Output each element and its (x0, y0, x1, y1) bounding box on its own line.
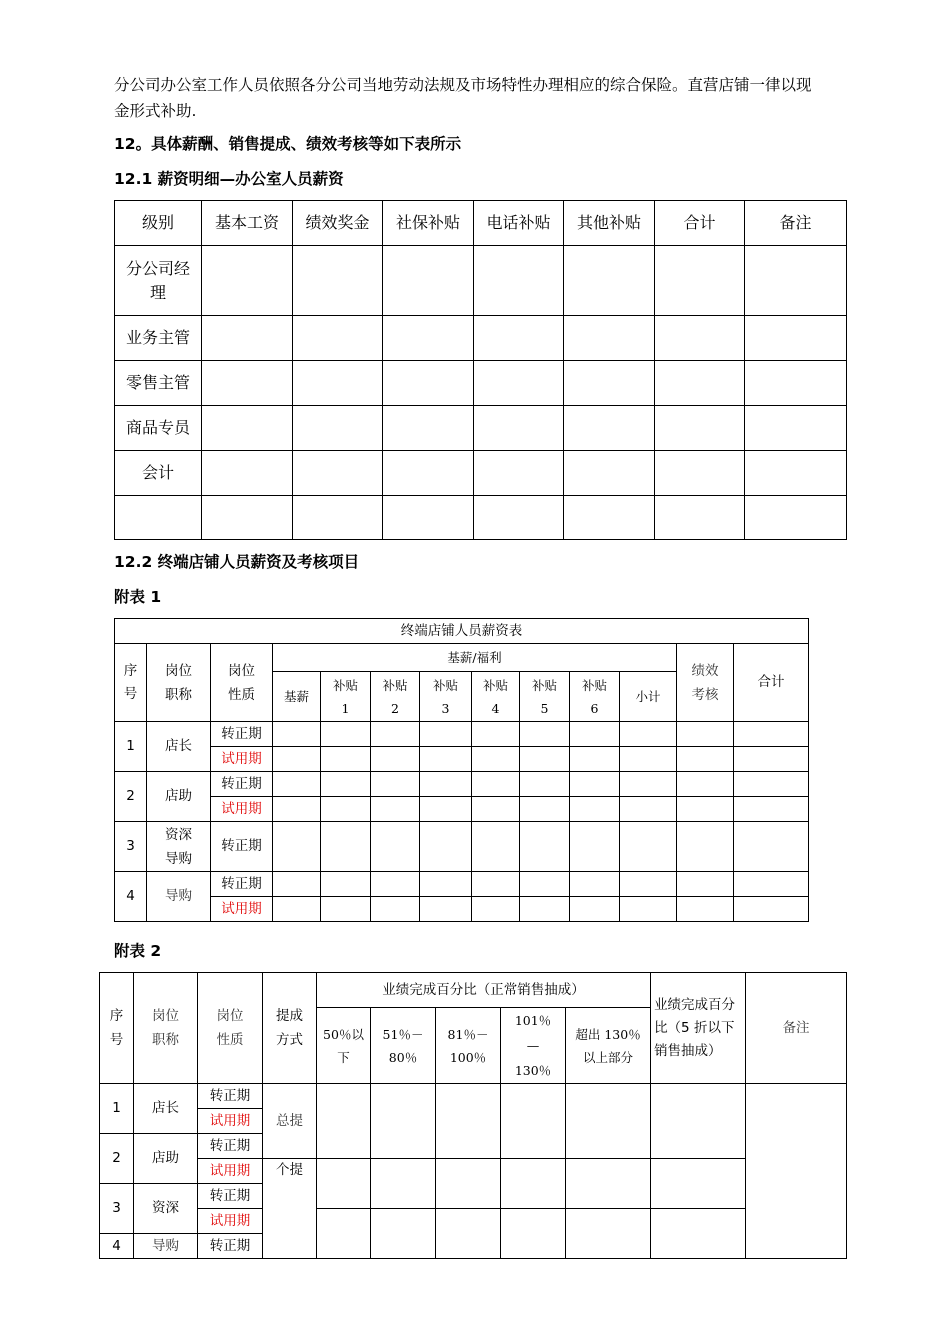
row-label: 会计 (115, 451, 202, 496)
row-label (115, 496, 202, 540)
row-seq: 1 (115, 722, 147, 772)
table-row (100, 1159, 847, 1184)
col-post: 岗位职称 (134, 973, 198, 1084)
row-nature: 转正期 (198, 1134, 263, 1159)
method-individual: 个提 (263, 1159, 317, 1259)
col-subtotal: 小计 (620, 672, 677, 722)
range-above-130: 超出 130％以上部分 (566, 1008, 651, 1084)
row-seq: 2 (115, 772, 147, 822)
table-row (115, 406, 847, 451)
row-nature-probation: 试用期 (198, 1209, 263, 1234)
method-total: 总提 (263, 1084, 317, 1159)
row-seq: 4 (100, 1234, 134, 1259)
row-post: 资深 (134, 1184, 198, 1234)
store-salary-title: 终端店铺人员薪资表 (115, 619, 809, 644)
header-social-insurance: 社保补贴 (383, 201, 474, 246)
group-base-welfare: 基薪/福利 (273, 644, 677, 672)
table-row (115, 747, 809, 772)
range-below-50: 50％以下 (317, 1008, 371, 1084)
row-nature: 转正期 (198, 1184, 263, 1209)
row-nature: 转正期 (211, 722, 273, 747)
intro-line-1: 分公司办公室工作人员依照各分公司当地劳动法规及市场特性办理相应的综合保险。直营店铺一律以现 (114, 76, 812, 94)
row-post: 店助 (134, 1134, 198, 1184)
col-seq: 序号 (115, 644, 147, 722)
col-subsidy-1: 补贴 1 (321, 672, 371, 722)
row-label: 商品专员 (115, 406, 202, 451)
intro-line-2: 金形式补助. (114, 102, 197, 120)
range-81-100: 81％－100％ (436, 1008, 501, 1084)
row-nature-probation: 试用期 (211, 797, 273, 822)
row-nature-probation: 试用期 (198, 1109, 263, 1134)
row-nature: 转正期 (198, 1084, 263, 1109)
table-row (115, 772, 809, 797)
table-row (115, 316, 847, 361)
heading-12: 12。具体薪酬、销售提成、绩效考核等如下表所示 (114, 135, 462, 153)
table-row (115, 797, 809, 822)
col-subsidy-5: 补贴 5 (520, 672, 570, 722)
col-subsidy-3: 补贴 3 (420, 672, 472, 722)
header-phone-allowance: 电话补贴 (474, 201, 564, 246)
appendix-2-label: 附表 2 (114, 942, 162, 960)
header-level: 级别 (115, 201, 202, 246)
table-row (100, 1084, 847, 1109)
header-other-allowance: 其他补贴 (564, 201, 655, 246)
table-row (115, 897, 809, 922)
col-method: 提成方式 (263, 973, 317, 1084)
table-row (115, 451, 847, 496)
table-row (115, 361, 847, 406)
row-post: 导购 (134, 1234, 198, 1259)
appendix-1-label: 附表 1 (114, 588, 162, 606)
row-post: 资深导购 (147, 822, 211, 872)
row-seq: 3 (115, 822, 147, 872)
range-101-130: 101％—130％ (501, 1008, 566, 1084)
col-post: 岗位职称 (147, 644, 211, 722)
col-nature: 岗位性质 (211, 644, 273, 722)
col-discount-sales: 业绩完成百分比（5 折以下销售抽成） (651, 973, 746, 1084)
row-label: 零售主管 (115, 361, 202, 406)
row-seq: 2 (100, 1134, 134, 1184)
row-nature: 转正期 (211, 772, 273, 797)
range-51-80: 51％－80％ (371, 1008, 436, 1084)
header-performance-bonus: 绩效奖金 (293, 201, 383, 246)
commission-table (99, 972, 847, 1259)
header-total: 合计 (655, 201, 745, 246)
office-table-header-row (115, 201, 847, 246)
table-row (115, 872, 809, 897)
col-base: 基薪 (273, 672, 321, 722)
row-nature: 转正期 (211, 872, 273, 897)
row-nature-probation: 试用期 (211, 897, 273, 922)
group-normal-sales: 业绩完成百分比（正常销售抽成） (317, 973, 651, 1008)
header-base-salary: 基本工资 (202, 201, 293, 246)
col-subsidy-4: 补贴 4 (472, 672, 520, 722)
store-salary-table (114, 618, 809, 922)
header-remark: 备注 (745, 201, 847, 246)
row-label: 业务主管 (115, 316, 202, 361)
row-nature-probation: 试用期 (211, 747, 273, 772)
row-post: 店助 (147, 772, 211, 822)
row-nature: 转正期 (211, 822, 273, 872)
table-row (115, 246, 847, 316)
table-row (115, 822, 809, 872)
heading-12-2: 12.2 终端店铺人员薪资及考核项目 (114, 553, 360, 571)
table-row (115, 722, 809, 747)
row-post: 店长 (147, 722, 211, 772)
office-salary-table (114, 200, 847, 540)
intro-paragraph (114, 72, 874, 124)
row-seq: 1 (100, 1084, 134, 1134)
col-seq: 序号 (100, 973, 134, 1084)
row-nature: 转正期 (198, 1234, 263, 1259)
col-total: 合计 (734, 644, 809, 722)
row-post: 店长 (134, 1084, 198, 1134)
row-seq: 4 (115, 872, 147, 922)
table-row (115, 496, 847, 540)
heading-12-1: 12.1 薪资明细—办公室人员薪资 (114, 170, 344, 188)
row-nature-probation: 试用期 (198, 1159, 263, 1184)
col-remark: 备注 (746, 973, 847, 1084)
table-row (100, 1209, 847, 1234)
col-subsidy-6: 补贴 6 (570, 672, 620, 722)
row-post: 导购 (147, 872, 211, 922)
col-nature: 岗位性质 (198, 973, 263, 1084)
col-performance: 绩效考核 (677, 644, 734, 722)
row-seq: 3 (100, 1184, 134, 1234)
row-label: 分公司经理 (115, 246, 202, 316)
col-subsidy-2: 补贴 2 (371, 672, 420, 722)
